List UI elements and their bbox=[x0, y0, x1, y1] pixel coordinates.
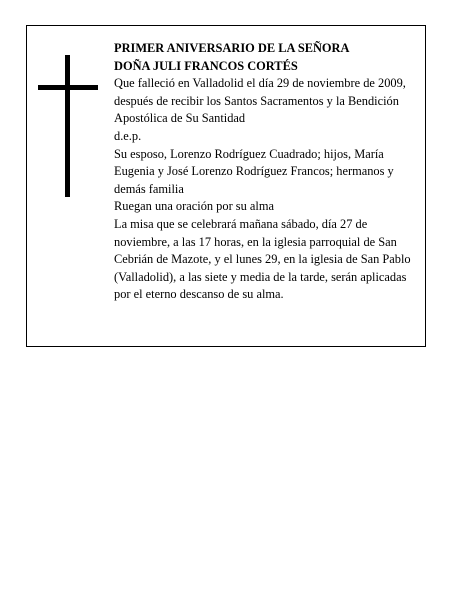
notice-title-line-1: PRIMER ANIVERSARIO DE LA SEÑORA bbox=[114, 41, 350, 55]
cross-vertical-bar bbox=[65, 55, 70, 197]
notice-prayer-request: Ruegan una oración por su alma bbox=[114, 199, 274, 214]
notice-death-details: Que falleció en Valladolid el día 29 de noviembre de 2009, después de recibir los Santos Sacramentos y la Bendición Apostólica de Su Santidad bbox=[114, 76, 406, 126]
cross-horizontal-bar bbox=[38, 85, 98, 90]
cross-icon bbox=[38, 55, 98, 197]
notice-family: Su esposo, Lorenzo Rodríguez Cuadrado; hijos, María Eugenia y José Lorenzo Rodríguez Francos; hermanos y demás familia bbox=[114, 146, 394, 196]
notice-rip: d.e.p. bbox=[114, 128, 142, 143]
notice-text bbox=[114, 40, 416, 304]
notice-title-line-2: DOÑA JULI FRANCOS CORTÉS bbox=[114, 58, 298, 73]
notice-mass-details: La misa que se celebrará mañana sábado, día 27 de noviembre, a las 17 horas, en la iglesia parroquial de San Cebrián de Mazote, y el lunes 29, en la iglesia de San Pablo (Valladolid), a las siete y media de la tarde, serán aplicadas por el eterno descanso de su alma. bbox=[114, 216, 411, 302]
